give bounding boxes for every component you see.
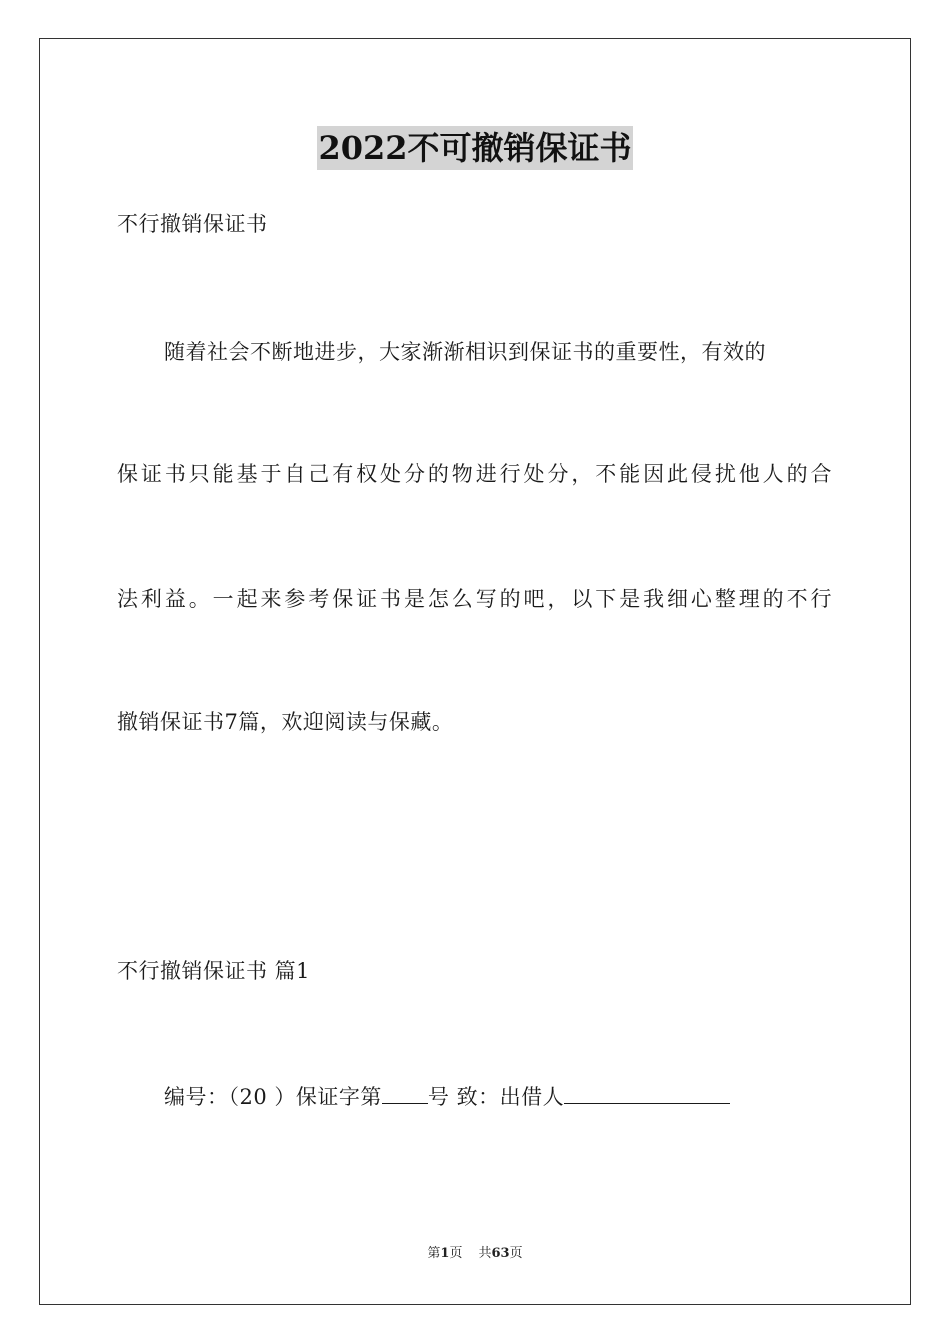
section-heading: 不行撤销保证书 篇1 <box>117 959 311 983</box>
footer-total-pages: 63 <box>491 1246 510 1261</box>
number-blank <box>382 1081 428 1104</box>
intro-line-1: 随着社会不断地进步，大家渐渐相识到保证书的重要性，有效的 <box>164 340 766 364</box>
lender-blank <box>564 1081 730 1104</box>
document-title: 2022不可撤销保证书 <box>317 126 632 170</box>
footer-page-suffix: 页 <box>449 1246 463 1261</box>
footer-total-suffix: 页 <box>509 1246 523 1261</box>
intro-line-2: 保证书只能基于自己有权处分的物进行处分，不能因此侵扰他人的合 <box>117 462 832 486</box>
form-line <box>164 1081 730 1112</box>
intro-line-4: 撤销保证书7篇，欢迎阅读与保藏。 <box>117 710 454 734</box>
document-subtitle: 不行撤销保证书 <box>117 212 268 236</box>
number-label: 编号：（20 ）保证字第 <box>164 1085 382 1109</box>
footer-total-prefix: 共 <box>478 1246 492 1261</box>
number-suffix: 号 致：出借人 <box>427 1085 565 1109</box>
page-footer <box>0 1245 950 1263</box>
footer-page-prefix: 第 <box>427 1246 441 1261</box>
footer-page-number: 1 <box>440 1246 450 1261</box>
intro-line-3: 法利益。一起来参考保证书是怎么写的吧，以下是我细心整理的不行 <box>117 587 832 611</box>
title-container <box>0 126 950 170</box>
